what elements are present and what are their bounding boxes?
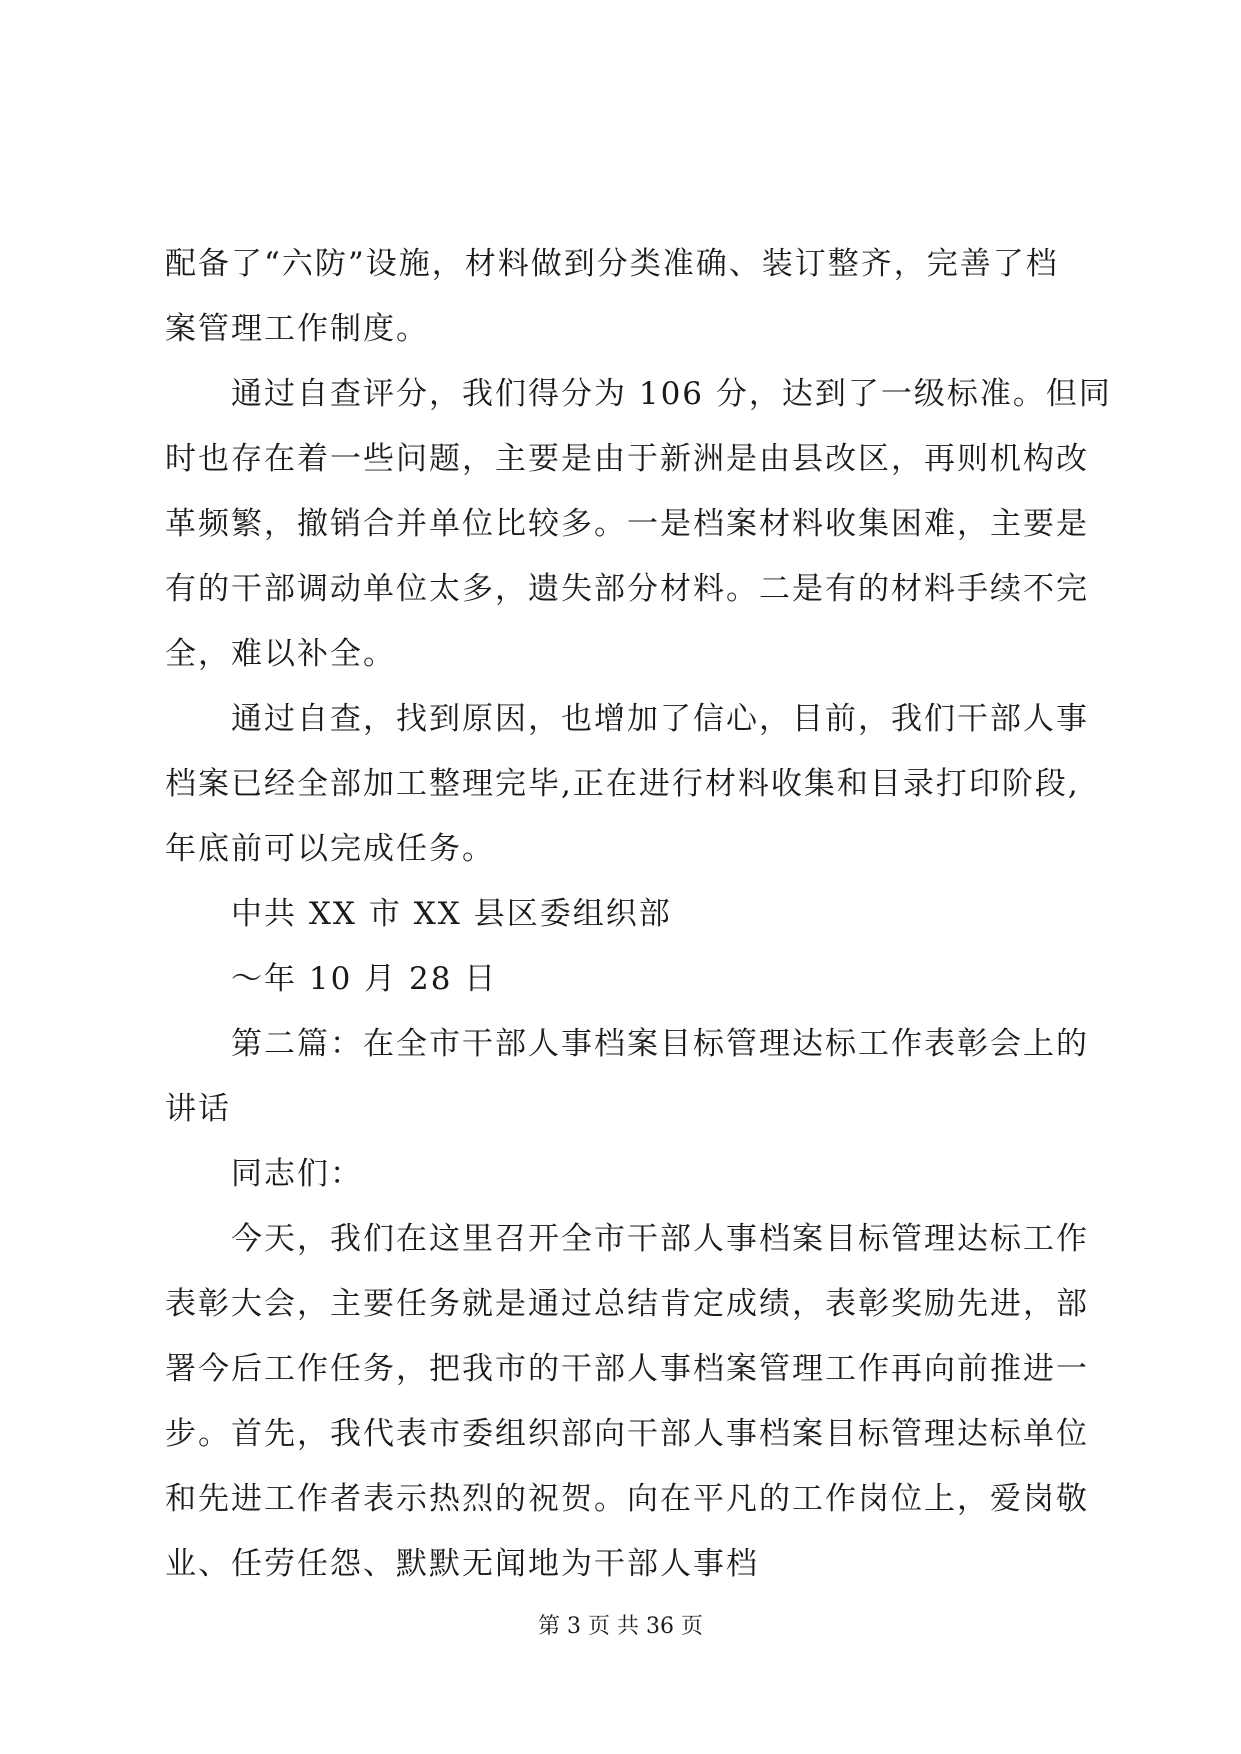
- text-line: 步。首先，我代表市委组织部向干部人事档案目标管理达标单位: [165, 1416, 1089, 1452]
- text-line: 第二篇：在全市干部人事档案目标管理达标工作表彰会上的: [231, 1026, 1089, 1062]
- text-line: 业、任劳任怨、默默无闻地为干部人事档: [165, 1546, 759, 1582]
- text-line: 讲话: [165, 1091, 231, 1127]
- text-line: 今天，我们在这里召开全市干部人事档案目标管理达标工作: [231, 1221, 1089, 1257]
- text-line: 署今后工作任务，把我市的干部人事档案管理工作再向前推进一: [165, 1351, 1089, 1387]
- text-line: 通过自查，找到原因，也增加了信心，目前，我们干部人事: [231, 701, 1089, 737]
- page-footer: 第 3 页 共 36 页: [538, 1614, 703, 1639]
- text-line: 通过自查评分，我们得分为 106 分，达到了一级标准。但同: [231, 376, 1112, 412]
- text-line: 表彰大会，主要任务就是通过总结肯定成绩，表彰奖励先进，部: [165, 1286, 1089, 1322]
- text-line: 革频繁，撤销合并单位比较多。一是档案材料收集困难，主要是: [165, 506, 1089, 542]
- text-line: 和先进工作者表示热烈的祝贺。向在平凡的工作岗位上，爱岗敬: [165, 1481, 1089, 1517]
- text-line: 中共 XX 市 XX 县区委组织部: [231, 896, 672, 932]
- text-line: 时也存在着一些问题，主要是由于新洲是由县改区，再则机构改: [165, 441, 1089, 477]
- text-line: ～年 10 月 28 日: [231, 961, 498, 997]
- text-line: 有的干部调动单位太多，遗失部分材料。二是有的材料手续不完: [165, 571, 1089, 607]
- body-text: [165, 232, 1112, 1597]
- text-line: 档案已经全部加工整理完毕,正在进行材料收集和目录打印阶段,: [165, 766, 1080, 802]
- text-line: 全，难以补全。: [165, 636, 396, 672]
- text-line: 同志们：: [231, 1156, 363, 1192]
- text-line: 年底前可以完成任务。: [165, 831, 495, 867]
- text-line: 配备了“六防”设施，材料做到分类准确、装订整齐，完善了档: [165, 246, 1059, 282]
- text-line: 案管理工作制度。: [165, 311, 429, 347]
